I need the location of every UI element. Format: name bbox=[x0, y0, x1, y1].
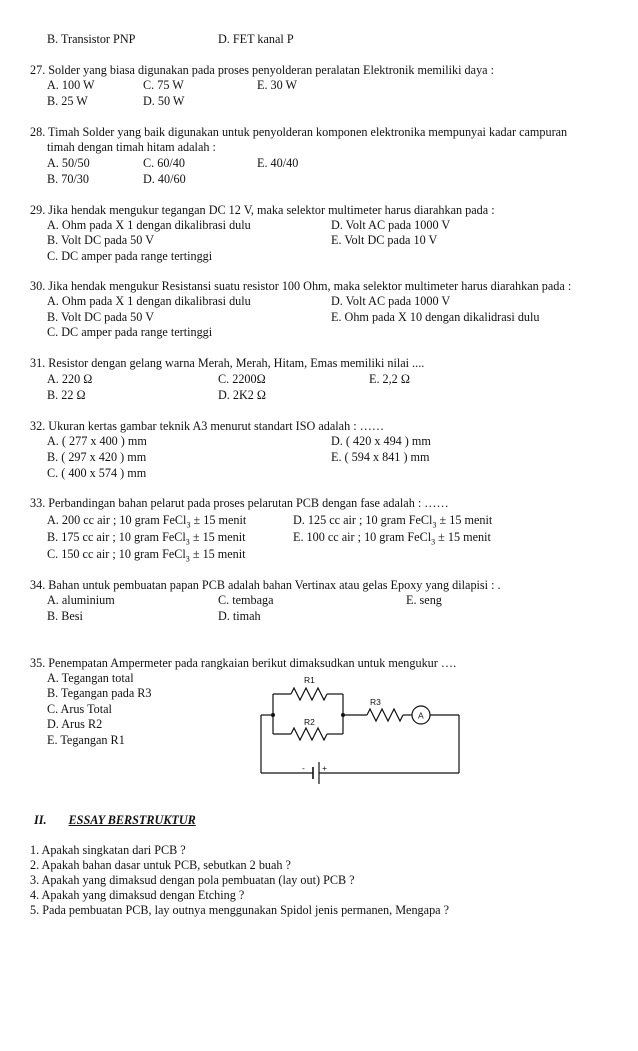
resistor-r3 bbox=[367, 709, 403, 721]
q34-option-e: E. seng bbox=[406, 593, 442, 607]
q34-option-c: C. tembaga bbox=[218, 593, 274, 607]
q31-option-c: C. 2200Ω bbox=[218, 372, 266, 386]
q33-option-d: D. 125 cc air ; 10 gram FeCl$_3$ ± 15 menit bbox=[293, 513, 493, 530]
q32-option-b: B. ( 297 x 420 ) mm bbox=[47, 450, 147, 464]
q34-option-a: A. aluminium bbox=[47, 593, 115, 607]
q27-option-e: E. 30 W bbox=[257, 78, 298, 92]
circuit-diagram bbox=[255, 670, 465, 785]
q33-option-c: C. 150 cc air ; 10 gram FeCl$_3$ ± 15 menit bbox=[47, 547, 246, 564]
q28-stem-line2: timah dengan timah hitam adalah : bbox=[47, 140, 216, 154]
q33-stem: 33. Perbandingan bahan pelarut pada proses pelarutan PCB dengan fase adalah : …… bbox=[30, 496, 449, 510]
q28-option-d: D. 40/60 bbox=[143, 172, 186, 186]
q33-option-a: A. 200 cc air ; 10 gram FeCl$_3$ ± 15 menit bbox=[47, 513, 247, 530]
q28-option-c: C. 60/40 bbox=[143, 156, 185, 170]
q35-option-a: A. Tegangan total bbox=[47, 671, 134, 685]
q30-option-a: A. Ohm pada X 1 dengan dikalibrasi dulu bbox=[47, 294, 251, 308]
q27-option-d: D. 50 W bbox=[143, 94, 185, 108]
essay-number: II. bbox=[34, 813, 47, 827]
q29-option-e: E. Volt DC pada 10 V bbox=[331, 233, 438, 247]
q28-option-a: A. 50/50 bbox=[47, 156, 90, 170]
q30-option-e: E. Ohm pada X 10 dengan dikalidrasi dulu bbox=[331, 310, 540, 324]
q31-option-d: D. 2K2 Ω bbox=[218, 388, 266, 402]
essay-item-4: 4. Apakah yang dimaksud dengan Etching ? bbox=[30, 888, 245, 902]
resistor-r1 bbox=[291, 688, 327, 700]
essay-item-1: 1. Apakah singkatan dari PCB ? bbox=[30, 843, 186, 857]
essay-item-3: 3. Apakah yang dimaksud dengan pola pembuatan (lay out) PCB ? bbox=[30, 873, 355, 887]
q30-option-d: D. Volt AC pada 1000 V bbox=[331, 294, 451, 308]
q30-stem: 30. Jika hendak mengukur Resistansi suatu resistor 100 Ohm, maka selektor multimeter harus diarahkan pada : bbox=[30, 279, 572, 293]
q33-option-e: E. 100 cc air ; 10 gram FeCl$_3$ ± 15 menit bbox=[293, 530, 491, 547]
label-r3: R3 bbox=[370, 697, 381, 707]
q31-stem: 31. Resistor dengan gelang warna Merah, Merah, Hitam, Emas memiliki nilai .... bbox=[30, 356, 425, 370]
essay-item-2: 2. Apakah bahan dasar untuk PCB, sebutkan 2 buah ? bbox=[30, 858, 291, 872]
q31-option-a: A. 220 Ω bbox=[47, 372, 93, 386]
q35-stem: 35. Penempatan Ampermeter pada rangkaian berikut dimaksudkan untuk mengukur …. bbox=[30, 656, 457, 670]
q28-option-b: B. 70/30 bbox=[47, 172, 89, 186]
q30-option-b: B. Volt DC pada 50 V bbox=[47, 310, 154, 324]
essay-heading bbox=[34, 813, 196, 829]
label-r2: R2 bbox=[304, 717, 315, 727]
label-ammeter: A bbox=[418, 710, 424, 721]
q31-option-e: E. 2,2 Ω bbox=[369, 372, 410, 386]
q29-option-b: B. Volt DC pada 50 V bbox=[47, 233, 154, 247]
q27-option-b: B. 25 W bbox=[47, 94, 88, 108]
q27-option-a: A. 100 W bbox=[47, 78, 95, 92]
label-plus: + bbox=[322, 763, 327, 773]
q35-option-c: C. Arus Total bbox=[47, 702, 112, 716]
q26-option-b: B. Transistor PNP bbox=[47, 32, 136, 46]
q28-option-e: E. 40/40 bbox=[257, 156, 299, 170]
q32-option-a: A. ( 277 x 400 ) mm bbox=[47, 434, 147, 448]
resistor-r2 bbox=[291, 728, 327, 740]
essay-title: ESSAY BERSTRUKTUR bbox=[68, 813, 196, 827]
q32-option-e: E. ( 594 x 841 ) mm bbox=[331, 450, 430, 464]
essay-item-5: 5. Pada pembuatan PCB, lay outnya menggunakan Spidol jenis permanen, Mengapa ? bbox=[30, 903, 450, 917]
node-left bbox=[271, 713, 275, 717]
q34-option-b: B. Besi bbox=[47, 609, 83, 623]
q32-stem: 32. Ukuran kertas gambar teknik A3 menurut standart ISO adalah : …… bbox=[30, 419, 385, 433]
q30-option-c: C. DC amper pada range tertinggi bbox=[47, 325, 213, 339]
q31-option-b: B. 22 Ω bbox=[47, 388, 86, 402]
q28-stem-line1: 28. Timah Solder yang baik digunakan untuk penyolderan komponen elektronika mempunyai kadar campuran bbox=[30, 125, 568, 139]
q34-option-d: D. timah bbox=[218, 609, 261, 623]
q35-option-b: B. Tegangan pada R3 bbox=[47, 686, 152, 700]
label-r1: R1 bbox=[304, 675, 315, 685]
q32-option-d: D. ( 420 x 494 ) mm bbox=[331, 434, 431, 448]
q27-option-c: C. 75 W bbox=[143, 78, 184, 92]
label-minus: - bbox=[302, 763, 305, 773]
q34-stem: 34. Bahan untuk pembuatan papan PCB adalah bahan Vertinax atau gelas Epoxy yang dilapisi : . bbox=[30, 578, 501, 592]
q29-option-d: D. Volt AC pada 1000 V bbox=[331, 218, 451, 232]
q33-option-b: B. 175 cc air ; 10 gram FeCl$_3$ ± 15 menit bbox=[47, 530, 246, 547]
node-right bbox=[341, 713, 345, 717]
q26-option-d: D. FET kanal P bbox=[218, 32, 294, 46]
q29-option-c: C. DC amper pada range tertinggi bbox=[47, 249, 213, 263]
q29-option-a: A. Ohm pada X 1 dengan dikalibrasi dulu bbox=[47, 218, 251, 232]
q27-stem: 27. Solder yang biasa digunakan pada proses penyolderan peralatan Elektronik memiliki daya : bbox=[30, 63, 494, 77]
q35-option-d: D. Arus R2 bbox=[47, 717, 103, 731]
q32-option-c: C. ( 400 x 574 ) mm bbox=[47, 466, 147, 480]
q29-stem: 29. Jika hendak mengukur tegangan DC 12 V, maka selektor multimeter harus diarahkan pada : bbox=[30, 203, 495, 217]
q35-option-e: E. Tegangan R1 bbox=[47, 733, 125, 747]
